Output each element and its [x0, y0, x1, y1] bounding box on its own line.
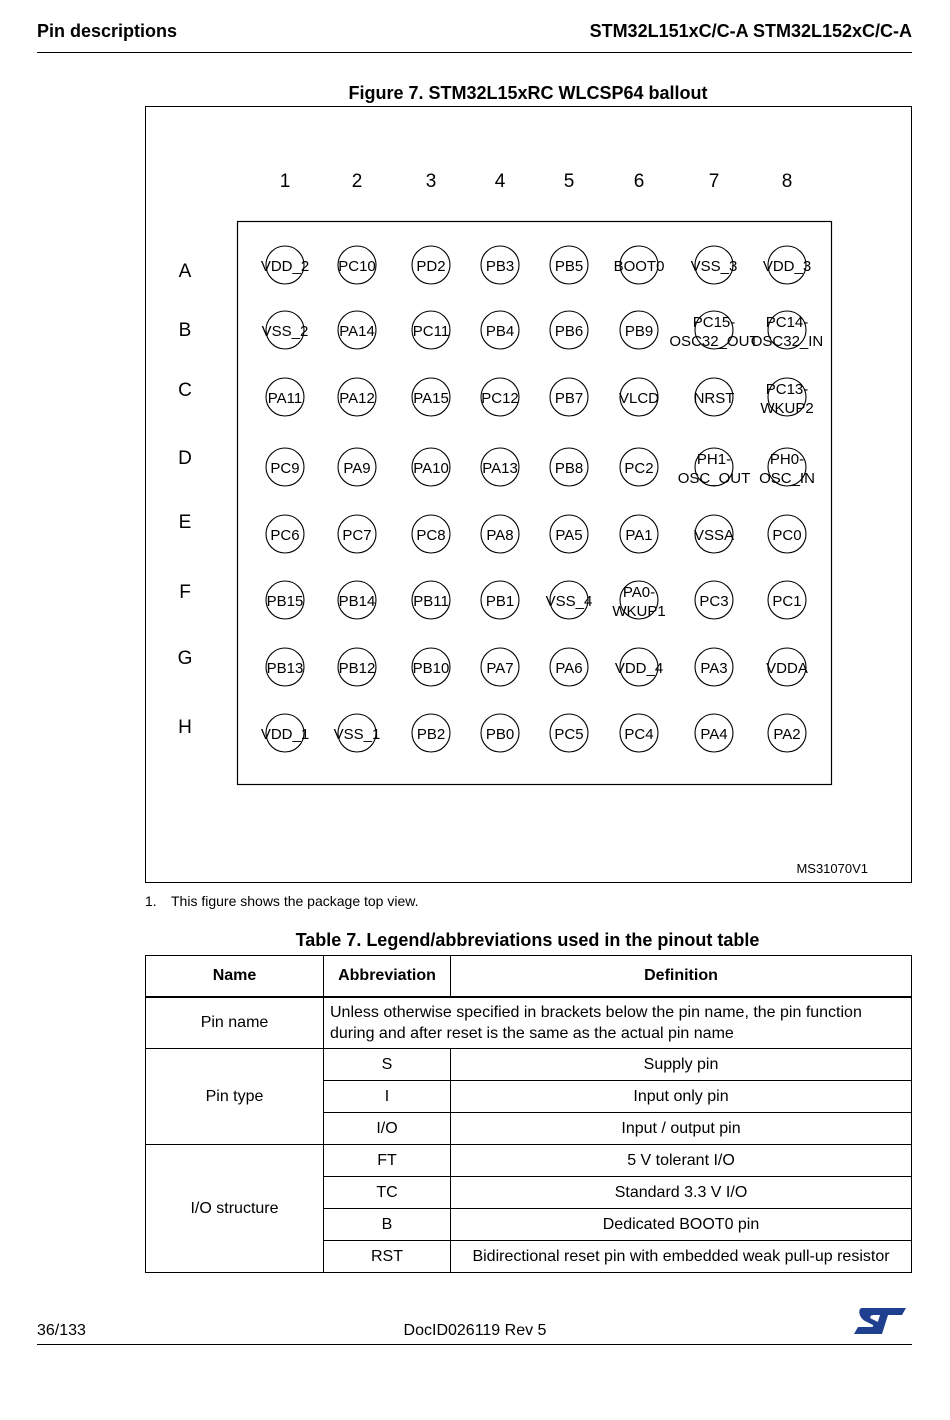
pin-label: PB1 — [485, 593, 515, 610]
pin-label: PB7 — [554, 390, 584, 407]
pin-label: PA13 — [482, 460, 518, 477]
pin-label: PC10 — [338, 258, 376, 275]
ball-pin — [760, 378, 813, 417]
pin-label: PC14-OSC32_IN — [750, 314, 824, 350]
cell-abbreviation: S — [324, 1049, 451, 1081]
row-label: E — [178, 512, 192, 533]
pin-label: VSS_1 — [333, 726, 381, 743]
row-label: A — [178, 261, 192, 282]
footer-divider — [37, 1344, 912, 1345]
pin-label: PB10 — [412, 660, 450, 677]
header-definition: Definition — [451, 956, 912, 998]
pin-label: PB12 — [338, 660, 376, 677]
header-section-title: Pin descriptions — [37, 21, 178, 41]
pin-label: PC0 — [772, 527, 802, 544]
column-label: 6 — [633, 171, 645, 192]
pin-label: PB0 — [485, 726, 515, 743]
pin-label: PA6 — [555, 660, 583, 677]
pin-label: PB15 — [266, 593, 304, 610]
pin-label: VDD_2 — [260, 258, 310, 275]
pin-label: PA7 — [486, 660, 514, 677]
table-header-row — [146, 956, 912, 998]
pin-label: PB13 — [266, 660, 304, 677]
note-number: 1. — [145, 893, 157, 909]
legend-table — [145, 955, 912, 1273]
cell-abbreviation: TC — [324, 1177, 451, 1209]
pin-label: PA1 — [625, 527, 653, 544]
pin-label: PA11 — [267, 390, 303, 407]
column-label: 2 — [351, 171, 363, 192]
pin-label: VDD_4 — [614, 660, 664, 677]
pin-label: PC6 — [270, 527, 300, 544]
pin-label: PA9 — [343, 460, 371, 477]
header-product-title: STM32L151xC/C-A STM32L152xC/C-A — [589, 21, 912, 41]
header-name: Name — [146, 956, 324, 998]
figure-reference: MS31070V1 — [796, 861, 868, 876]
column-label: 1 — [279, 171, 291, 192]
pin-label: PB4 — [485, 323, 515, 340]
table-title: Table 7. Legend/abbreviations used in the pinout table — [295, 930, 760, 950]
pin-label: PC1 — [772, 593, 802, 610]
pin-label: VDD_3 — [762, 258, 812, 275]
cell-abbreviation: FT — [324, 1145, 451, 1177]
row-label: C — [178, 380, 192, 401]
cell-definition: Supply pin — [451, 1049, 912, 1081]
pin-label: PA4 — [700, 726, 728, 743]
pin-label: PC5 — [554, 726, 584, 743]
pin-label: PB8 — [554, 460, 584, 477]
st-logo-icon — [852, 1306, 908, 1336]
pin-label: PA3 — [700, 660, 728, 677]
pin-label: PA0-WKUP1 — [612, 584, 666, 620]
ballout-diagram — [145, 106, 912, 884]
cell-definition: Dedicated BOOT0 pin — [451, 1209, 912, 1241]
column-label: 8 — [781, 171, 793, 192]
column-label: 4 — [494, 171, 506, 192]
pin-label: VSSA — [693, 527, 735, 544]
pin-label: PC2 — [624, 460, 654, 477]
cell-name: Pin name — [146, 997, 324, 1049]
pin-label: PC12 — [481, 390, 519, 407]
pin-label: PB5 — [554, 258, 584, 275]
pin-label: PA14 — [339, 323, 375, 340]
pin-label: VDDA — [766, 660, 808, 677]
pin-label: PC8 — [416, 527, 446, 544]
pin-label: VSS_2 — [261, 323, 309, 340]
figure-title: Figure 7. STM32L15xRC WLCSP64 ballout — [348, 83, 708, 103]
cell-definition: Bidirectional reset pin with embedded weak pull-up resistor — [451, 1241, 912, 1273]
pin-label: VDD_1 — [260, 726, 310, 743]
cell-definition: 5 V tolerant I/O — [451, 1145, 912, 1177]
row-label: G — [177, 648, 193, 669]
pin-label: PB6 — [554, 323, 584, 340]
row-label: B — [178, 320, 192, 341]
cell-abbreviation: B — [324, 1209, 451, 1241]
pin-label: PA8 — [486, 527, 514, 544]
pin-label: PC15-OSC32_OUT — [669, 314, 759, 350]
pin-label: PH1-OSC_OUT — [677, 451, 751, 487]
column-label: 3 — [425, 171, 437, 192]
cell-definition: Unless otherwise specified in brackets below the pin name, the pin function during and after reset is the same as the actual pin name — [324, 997, 912, 1049]
cell-name: I/O structure — [146, 1145, 324, 1273]
row-label: F — [179, 582, 191, 603]
pin-label: VSS_4 — [545, 593, 593, 610]
document-id: DocID026119 Rev 5 — [403, 1322, 547, 1339]
cell-definition: Standard 3.3 V I/O — [451, 1177, 912, 1209]
pin-label: PB2 — [416, 726, 446, 743]
pin-label: VSS_3 — [690, 258, 738, 275]
row-label: H — [178, 717, 192, 738]
pin-label: PC9 — [270, 460, 300, 477]
note-text: This figure shows the package top view. — [171, 893, 419, 909]
pin-label: PB9 — [624, 323, 654, 340]
table-row — [146, 1049, 912, 1081]
cell-name: Pin type — [146, 1049, 324, 1145]
pin-label: VLCD — [618, 390, 660, 407]
pin-label: NRST — [693, 390, 735, 407]
pin-label: PA10 — [413, 460, 449, 477]
pin-label: PC11 — [412, 323, 450, 340]
pin-label: PB11 — [413, 593, 449, 610]
column-label: 5 — [563, 171, 575, 192]
pin-label: PA2 — [773, 726, 801, 743]
cell-abbreviation: I/O — [324, 1113, 451, 1145]
header-divider — [37, 52, 912, 53]
cell-abbreviation: RST — [324, 1241, 451, 1273]
pin-label: PA15 — [413, 390, 449, 407]
pin-label: PC7 — [342, 527, 372, 544]
column-label: 7 — [708, 171, 720, 192]
pin-label: PB3 — [485, 258, 515, 275]
pin-label: PA5 — [555, 527, 583, 544]
pin-label: PA12 — [339, 390, 375, 407]
pin-label: PD2 — [416, 258, 446, 275]
page-number: 36/133 — [37, 1322, 86, 1339]
figure-note — [145, 893, 418, 909]
pin-label: PH0-OSC_IN — [759, 451, 815, 487]
row-label: D — [178, 448, 192, 469]
cell-definition: Input only pin — [451, 1081, 912, 1113]
cell-definition: Input / output pin — [451, 1113, 912, 1145]
pin-label: PC3 — [699, 593, 729, 610]
pin-label: PC4 — [624, 726, 654, 743]
pin-label: PC13-WKUP2 — [760, 381, 814, 417]
pin-label: PB14 — [338, 593, 376, 610]
table-row — [146, 997, 912, 1049]
cell-abbreviation: I — [324, 1081, 451, 1113]
table-row — [146, 1145, 912, 1177]
header-abbreviation: Abbreviation — [324, 956, 451, 998]
pin-label: BOOT0 — [613, 258, 665, 275]
